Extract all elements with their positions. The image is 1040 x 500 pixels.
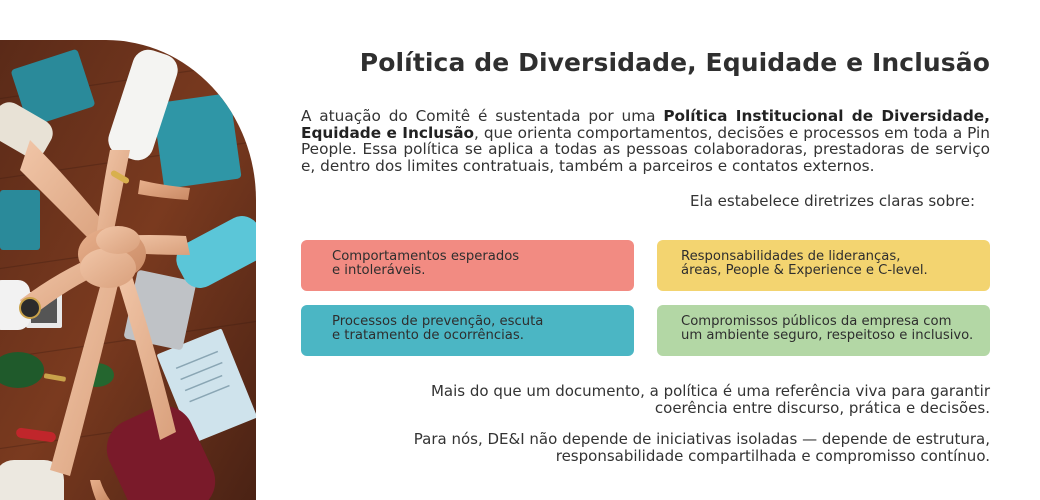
guideline-card-behaviours (301, 240, 634, 291)
card-line: um ambiente seguro, respeitoso e inclusivo. (681, 327, 974, 343)
guideline-card-processes (301, 305, 634, 356)
guidelines-lead: Ela estabelece diretrizes claras sobre: (690, 192, 975, 210)
closing-line: coerência entre discurso, prática e decisões. (654, 399, 990, 417)
card-line: áreas, People & Experience e C-level. (681, 262, 928, 278)
closing-line: Mais do que um documento, a política é uma referência viva para garantir (430, 382, 990, 400)
card-line: Processos de prevenção, escuta (332, 314, 544, 329)
intro-policy-name: Política Institucional de Diversidade, Equidade e Inclusão (301, 107, 990, 142)
card-line: e intoleráveis. (332, 262, 426, 278)
closing-line: responsabilidade compartilhada e compromisso contínuo. (555, 447, 990, 465)
hands-together-photo (0, 40, 256, 500)
card-line: Responsabilidades de lideranças, (681, 249, 901, 264)
guideline-card-responsibilities (657, 240, 990, 291)
page-title: Política de Diversidade, Equidade e Inclusão (359, 48, 990, 77)
intro-paragraph (301, 108, 990, 174)
card-line: e tratamento de ocorrências. (332, 327, 524, 343)
intro-text-start: A atuação do Comitê é sustentada por uma (301, 107, 664, 125)
card-line: Compromissos públicos da empresa com (681, 314, 952, 329)
guideline-card-commitments (657, 305, 990, 356)
closing-paragraph-living-reference (431, 383, 990, 417)
closing-line: Para nós, DE&I não depende de iniciativas isoladas — depende de estrutura, (413, 430, 990, 448)
closing-paragraph-structure (414, 431, 990, 465)
card-line: Comportamentos esperados (332, 249, 520, 264)
intro-text-end: , que orienta comportamentos, decisões e processos em toda a Pin People. Essa política se aplica a todas as pessoas colaboradoras, prestadoras de serviço e, dentro dos limites contratuais, também a parceiros e contatos externos. (301, 123, 991, 175)
